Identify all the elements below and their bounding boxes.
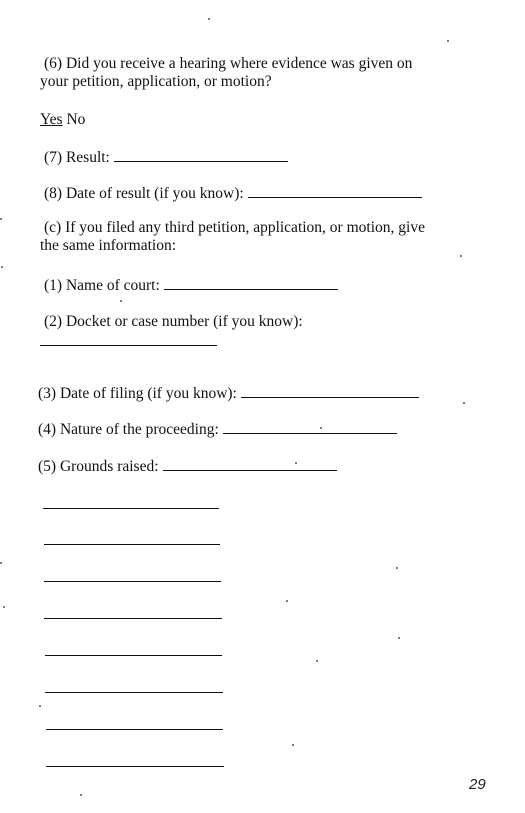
date-of-result-label: (8) Date of result (if you know):: [44, 185, 244, 202]
grounds-line[interactable]: [44, 618, 222, 619]
grounds-line[interactable]: [44, 581, 221, 582]
scan-speck: [39, 705, 41, 707]
scan-speck: [320, 427, 322, 429]
date-of-filing-label: (3) Date of filing (if you know):: [38, 385, 237, 402]
question-6-continued: your petition, application, or motion?: [40, 73, 272, 90]
scan-speck: [292, 744, 294, 746]
scan-speck: [463, 402, 465, 404]
page-number: 29: [469, 776, 486, 793]
scan-speck: [0, 562, 2, 564]
scan-speck: [398, 637, 400, 639]
date-of-result-blank[interactable]: [248, 183, 422, 198]
grounds-line[interactable]: [45, 692, 223, 693]
yes-option[interactable]: Yes: [40, 111, 63, 128]
docket-number-blank[interactable]: [40, 345, 217, 346]
scan-speck: [295, 462, 297, 464]
scan-speck: [0, 218, 2, 220]
scan-speck: [316, 660, 318, 662]
scan-speck: [447, 40, 449, 42]
grounds-raised-label: (5) Grounds raised:: [38, 458, 159, 475]
scan-speck: [286, 600, 288, 602]
question-c-continued: the same information:: [40, 237, 177, 254]
item-c1: [44, 275, 338, 295]
scan-speck: [396, 567, 398, 569]
question-8: [44, 183, 422, 203]
result-label: (7) Result:: [44, 149, 110, 166]
yes-no-options: [40, 111, 85, 129]
name-of-court-label: (1) Name of court:: [44, 277, 160, 294]
scan-speck: [208, 18, 210, 20]
name-of-court-blank[interactable]: [164, 275, 338, 290]
grounds-line[interactable]: [43, 508, 219, 509]
scan-speck: [80, 794, 82, 796]
question-6: (6) Did you receive a hearing where evidence was given on: [44, 55, 413, 72]
grounds-line[interactable]: [44, 544, 220, 545]
item-c3: [38, 383, 419, 403]
scan-speck: [3, 606, 5, 608]
item-c5: [38, 456, 337, 476]
item-c2: (2) Docket or case number (if you know):: [44, 313, 303, 330]
nature-of-proceeding-label: (4) Nature of the proceeding:: [38, 421, 219, 438]
question-7: [44, 147, 288, 167]
grounds-line[interactable]: [45, 655, 222, 656]
date-of-filing-blank[interactable]: [241, 383, 419, 398]
nature-of-proceeding-blank[interactable]: [223, 419, 397, 434]
result-blank[interactable]: [114, 147, 288, 162]
scan-speck: [120, 300, 122, 302]
question-c: (c) If you filed any third petition, application, or motion, give: [44, 219, 425, 236]
grounds-line[interactable]: [46, 766, 224, 767]
no-option[interactable]: No: [66, 111, 86, 128]
scan-speck: [1, 266, 3, 268]
item-c4: [38, 419, 397, 439]
grounds-raised-blank[interactable]: [163, 456, 337, 471]
grounds-line[interactable]: [46, 729, 223, 730]
scan-speck: [460, 255, 462, 257]
